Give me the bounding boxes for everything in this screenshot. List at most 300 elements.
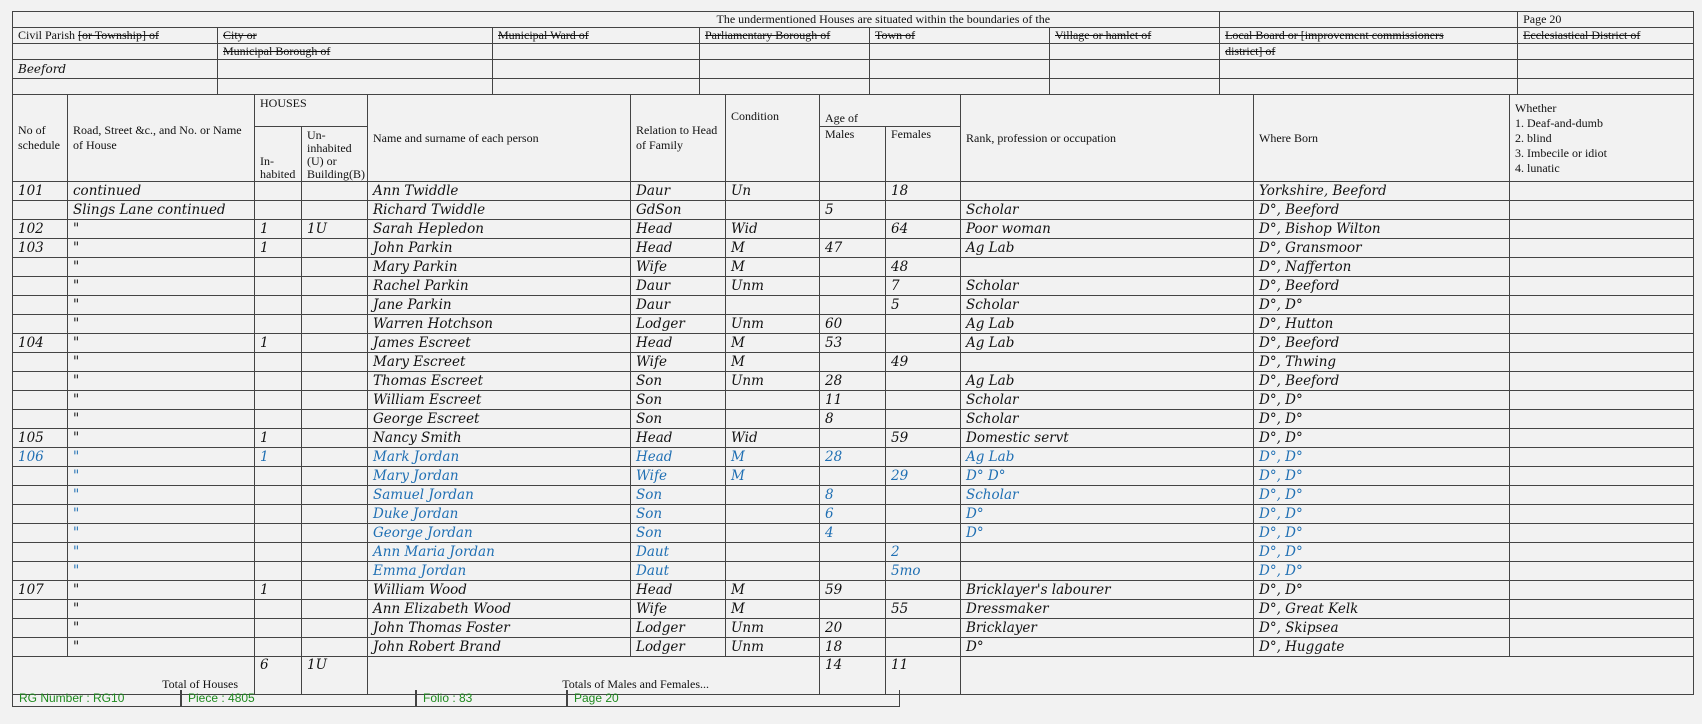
whether-cell	[1510, 562, 1694, 581]
males-age-cell	[820, 429, 886, 448]
inhabited-cell	[255, 201, 302, 220]
source-reference-bar	[12, 690, 900, 707]
relation-cell: Son	[631, 372, 726, 391]
inhabited-cell	[255, 543, 302, 562]
relation-cell: Head	[631, 334, 726, 353]
inhabited-cell	[255, 182, 302, 201]
town-label: Town of	[870, 28, 1050, 44]
table-row	[13, 372, 1694, 391]
uninhabited-cell	[302, 486, 368, 505]
schedule-cell	[13, 391, 68, 410]
males-age-cell	[820, 182, 886, 201]
schedule-cell: 104	[13, 334, 68, 353]
municipal-borough-label: Municipal Borough of	[218, 44, 493, 60]
relation-cell: Son	[631, 524, 726, 543]
condition-cell	[726, 524, 820, 543]
uninhabited-cell	[302, 353, 368, 372]
occupation-cell: Bricklayer's labourer	[961, 581, 1254, 600]
schedule-cell: 105	[13, 429, 68, 448]
inhabited-cell	[255, 467, 302, 486]
road-cell: "	[68, 258, 255, 277]
relation-cell: Head	[631, 581, 726, 600]
name-cell: William Escreet	[368, 391, 631, 410]
males-age-cell: 8	[820, 410, 886, 429]
road-cell: "	[68, 467, 255, 486]
whether-cell	[1510, 220, 1694, 239]
whether-cell	[1510, 581, 1694, 600]
inhabited-cell	[255, 638, 302, 657]
males-age-cell: 6	[820, 505, 886, 524]
uninhabited-cell	[302, 296, 368, 315]
uninhabited-cell	[302, 448, 368, 467]
occupation-cell: Scholar	[961, 391, 1254, 410]
table-row	[13, 543, 1694, 562]
schedule-cell: 103	[13, 239, 68, 258]
col-born: Where Born	[1254, 95, 1510, 182]
table-row	[13, 220, 1694, 239]
col-inhabited: In-habited	[255, 127, 302, 182]
males-age-cell	[820, 296, 886, 315]
relation-cell: Wife	[631, 467, 726, 486]
occupation-cell	[961, 353, 1254, 372]
males-age-cell: 59	[820, 581, 886, 600]
birthplace-cell: D°, D°	[1254, 391, 1510, 410]
condition-cell	[726, 296, 820, 315]
occupation-cell: Scholar	[961, 201, 1254, 220]
condition-cell	[726, 486, 820, 505]
females-age-cell	[886, 410, 961, 429]
name-cell: Warren Hotchson	[368, 315, 631, 334]
local-board-label-2: district] of	[1220, 44, 1518, 60]
females-age-cell: 2	[886, 543, 961, 562]
schedule-cell	[13, 372, 68, 391]
whether-cell	[1510, 239, 1694, 258]
uninhabited-cell	[302, 562, 368, 581]
schedule-cell	[13, 315, 68, 334]
uninhabited-cell	[302, 524, 368, 543]
whether-cell	[1510, 505, 1694, 524]
uninhabited-cell	[302, 410, 368, 429]
relation-cell: Daut	[631, 543, 726, 562]
name-cell: Ann Maria Jordan	[368, 543, 631, 562]
whether-cell	[1510, 391, 1694, 410]
females-age-cell: 49	[886, 353, 961, 372]
males-age-cell: 28	[820, 372, 886, 391]
whether-cell	[1510, 448, 1694, 467]
whether-cell	[1510, 524, 1694, 543]
name-cell: George Jordan	[368, 524, 631, 543]
males-age-cell	[820, 353, 886, 372]
inhabited-cell	[255, 619, 302, 638]
occupation-cell	[961, 543, 1254, 562]
relation-cell: Son	[631, 486, 726, 505]
table-row	[13, 201, 1694, 220]
relation-cell: Lodger	[631, 619, 726, 638]
occupation-cell: Ag Lab	[961, 334, 1254, 353]
uninhabited-cell	[302, 372, 368, 391]
col-females: Females	[886, 127, 961, 182]
inhabited-cell	[255, 524, 302, 543]
condition-cell	[726, 562, 820, 581]
col-houses: HOUSES	[255, 95, 368, 127]
condition-cell: Unm	[726, 372, 820, 391]
name-cell: Emma Jordan	[368, 562, 631, 581]
relation-cell: Daur	[631, 296, 726, 315]
inhabited-cell: 1	[255, 448, 302, 467]
whether-cell	[1510, 334, 1694, 353]
schedule-cell	[13, 638, 68, 657]
col-condition: Condition	[726, 95, 820, 182]
whether-cell	[1510, 467, 1694, 486]
birthplace-cell: D°, Huggate	[1254, 638, 1510, 657]
birthplace-cell: D°, D°	[1254, 429, 1510, 448]
birthplace-cell: D°, Bishop Wilton	[1254, 220, 1510, 239]
relation-cell: Lodger	[631, 315, 726, 334]
birthplace-cell: D°, D°	[1254, 562, 1510, 581]
table-row	[13, 277, 1694, 296]
birthplace-cell: D°, D°	[1254, 486, 1510, 505]
table-row	[13, 353, 1694, 372]
road-cell: "	[68, 391, 255, 410]
table-row	[13, 391, 1694, 410]
males-age-cell: 5	[820, 201, 886, 220]
occupation-cell: Scholar	[961, 486, 1254, 505]
occupation-cell: Scholar	[961, 410, 1254, 429]
males-age-cell: 20	[820, 619, 886, 638]
whether-cell	[1510, 410, 1694, 429]
occupation-cell: Dressmaker	[961, 600, 1254, 619]
condition-cell: Unm	[726, 277, 820, 296]
inhabited-cell: 1	[255, 239, 302, 258]
condition-cell: Un	[726, 182, 820, 201]
road-cell: "	[68, 315, 255, 334]
females-age-cell: 5mo	[886, 562, 961, 581]
schedule-cell	[13, 467, 68, 486]
schedule-cell	[13, 505, 68, 524]
females-age-cell	[886, 619, 961, 638]
piece-number: Piece : 4805	[181, 690, 416, 707]
census-table	[12, 94, 1694, 695]
birthplace-cell: D°, D°	[1254, 296, 1510, 315]
name-cell: Ann Twiddle	[368, 182, 631, 201]
females-age-cell	[886, 638, 961, 657]
col-name: Name and surname of each person	[368, 95, 631, 182]
schedule-cell	[13, 600, 68, 619]
uninhabited-cell	[302, 638, 368, 657]
name-cell: John Robert Brand	[368, 638, 631, 657]
schedule-cell: 106	[13, 448, 68, 467]
inhabited-cell: 1	[255, 581, 302, 600]
name-cell: William Wood	[368, 581, 631, 600]
uninhabited-cell	[302, 391, 368, 410]
condition-cell	[726, 505, 820, 524]
occupation-cell: Poor woman	[961, 220, 1254, 239]
road-cell: "	[68, 505, 255, 524]
page-label: Page 20	[1518, 12, 1694, 28]
condition-cell: Wid	[726, 220, 820, 239]
road-cell: continued	[68, 182, 255, 201]
folio-number: Folio : 83	[416, 690, 567, 707]
name-cell: George Escreet	[368, 410, 631, 429]
road-cell: "	[68, 334, 255, 353]
inhabited-cell	[255, 562, 302, 581]
parish-value: Beeford	[13, 60, 218, 79]
ecclesiastical-label: Ecclesiastical District of	[1518, 28, 1694, 44]
females-age-cell: 29	[886, 467, 961, 486]
females-age-cell: 5	[886, 296, 961, 315]
col-males: Males	[820, 127, 886, 182]
name-cell: Richard Twiddle	[368, 201, 631, 220]
whether-cell	[1510, 486, 1694, 505]
occupation-cell	[961, 182, 1254, 201]
uninhabited-cell	[302, 581, 368, 600]
occupation-cell: Domestic servt	[961, 429, 1254, 448]
parliamentary-borough-label: Parliamentary Borough of	[700, 28, 870, 44]
condition-cell: Unm	[726, 619, 820, 638]
col-occupation: Rank, profession or occupation	[961, 95, 1254, 182]
schedule-cell	[13, 524, 68, 543]
road-cell: "	[68, 619, 255, 638]
birthplace-cell: D°, Great Kelk	[1254, 600, 1510, 619]
table-row	[13, 334, 1694, 353]
occupation-cell: D°	[961, 505, 1254, 524]
total-uninhabited: 1U	[302, 657, 368, 695]
females-age-cell	[886, 581, 961, 600]
table-row	[13, 315, 1694, 334]
females-age-cell	[886, 448, 961, 467]
females-age-cell: 7	[886, 277, 961, 296]
col-whether: Whether 1. Deaf-and-dumb 2. blind 3. Imbecile or idiot 4. lunatic	[1510, 95, 1694, 182]
females-age-cell	[886, 372, 961, 391]
road-cell: "	[68, 353, 255, 372]
relation-cell: Wife	[631, 258, 726, 277]
inhabited-cell	[255, 258, 302, 277]
schedule-cell: 101	[13, 182, 68, 201]
municipal-ward-label: Municipal Ward of	[493, 28, 700, 44]
table-row	[13, 258, 1694, 277]
table-row	[13, 562, 1694, 581]
col-schedule: No of schedule	[13, 95, 68, 182]
males-age-cell	[820, 562, 886, 581]
uninhabited-cell	[302, 543, 368, 562]
males-age-cell	[820, 277, 886, 296]
name-cell: John Thomas Foster	[368, 619, 631, 638]
condition-cell: Unm	[726, 315, 820, 334]
local-board-label: Local Board or [improvement commissioners	[1220, 28, 1518, 44]
name-cell: Rachel Parkin	[368, 277, 631, 296]
males-age-cell: 18	[820, 638, 886, 657]
schedule-cell	[13, 410, 68, 429]
whether-cell	[1510, 296, 1694, 315]
road-cell: "	[68, 581, 255, 600]
boundaries-text: The undermentioned Houses are situated within the boundaries of the	[13, 12, 1220, 28]
table-row	[13, 296, 1694, 315]
males-age-cell: 53	[820, 334, 886, 353]
inhabited-cell: 1	[255, 429, 302, 448]
uninhabited-cell	[302, 239, 368, 258]
birthplace-cell: D°, Hutton	[1254, 315, 1510, 334]
schedule-cell	[13, 353, 68, 372]
road-cell: "	[68, 372, 255, 391]
birthplace-cell: D°, Nafferton	[1254, 258, 1510, 277]
inhabited-cell	[255, 353, 302, 372]
name-cell: Sarah Hepledon	[368, 220, 631, 239]
females-age-cell	[886, 524, 961, 543]
relation-cell: Head	[631, 448, 726, 467]
road-cell: "	[68, 296, 255, 315]
road-cell: "	[68, 562, 255, 581]
males-age-cell: 28	[820, 448, 886, 467]
total-houses-label: Total of Houses	[13, 657, 255, 695]
whether-cell	[1510, 201, 1694, 220]
inhabited-cell	[255, 296, 302, 315]
females-age-cell	[886, 334, 961, 353]
birthplace-cell: D°, Beeford	[1254, 372, 1510, 391]
condition-cell	[726, 391, 820, 410]
civil-parish-label: Civil Parish [or Township] of	[13, 28, 218, 44]
condition-cell: M	[726, 448, 820, 467]
relation-cell: Lodger	[631, 638, 726, 657]
relation-cell: Head	[631, 239, 726, 258]
inhabited-cell	[255, 391, 302, 410]
schedule-cell	[13, 296, 68, 315]
totals-persons-label: Totals of Males and Females...	[368, 657, 820, 695]
road-cell: "	[68, 600, 255, 619]
schedule-cell	[13, 486, 68, 505]
males-age-cell: 47	[820, 239, 886, 258]
name-cell: Jane Parkin	[368, 296, 631, 315]
males-age-cell: 8	[820, 486, 886, 505]
condition-cell	[726, 410, 820, 429]
birthplace-cell: Yorkshire, Beeford	[1254, 182, 1510, 201]
schedule-cell: 102	[13, 220, 68, 239]
uninhabited-cell	[302, 429, 368, 448]
city-label: City or	[218, 28, 493, 44]
females-age-cell: 59	[886, 429, 961, 448]
uninhabited-cell	[302, 619, 368, 638]
name-cell: Duke Jordan	[368, 505, 631, 524]
whether-cell	[1510, 277, 1694, 296]
whether-cell	[1510, 638, 1694, 657]
occupation-cell: Ag Lab	[961, 239, 1254, 258]
males-age-cell	[820, 258, 886, 277]
inhabited-cell	[255, 505, 302, 524]
schedule-cell	[13, 562, 68, 581]
name-cell: Mary Escreet	[368, 353, 631, 372]
relation-cell: Head	[631, 429, 726, 448]
road-cell: "	[68, 638, 255, 657]
condition-cell: M	[726, 258, 820, 277]
occupation-cell: Bricklayer	[961, 619, 1254, 638]
whether-cell	[1510, 315, 1694, 334]
occupation-cell: D°	[961, 524, 1254, 543]
inhabited-cell	[255, 410, 302, 429]
whether-cell	[1510, 543, 1694, 562]
name-cell: John Parkin	[368, 239, 631, 258]
occupation-cell: D°	[961, 638, 1254, 657]
inhabited-cell: 1	[255, 220, 302, 239]
males-age-cell	[820, 543, 886, 562]
page-number: Page 20	[567, 690, 900, 707]
occupation-cell	[961, 258, 1254, 277]
table-row	[13, 182, 1694, 201]
road-cell: "	[68, 524, 255, 543]
table-row	[13, 467, 1694, 486]
birthplace-cell: D°, D°	[1254, 543, 1510, 562]
condition-cell	[726, 543, 820, 562]
uninhabited-cell	[302, 334, 368, 353]
birthplace-cell: D°, D°	[1254, 410, 1510, 429]
road-cell: "	[68, 543, 255, 562]
name-cell: Nancy Smith	[368, 429, 631, 448]
females-age-cell: 64	[886, 220, 961, 239]
males-age-cell	[820, 220, 886, 239]
col-relation: Relation to Head of Family	[631, 95, 726, 182]
whether-cell	[1510, 429, 1694, 448]
table-row	[13, 448, 1694, 467]
males-age-cell: 60	[820, 315, 886, 334]
uninhabited-cell	[302, 315, 368, 334]
birthplace-cell: D°, D°	[1254, 467, 1510, 486]
uninhabited-cell	[302, 600, 368, 619]
inhabited-cell: 1	[255, 334, 302, 353]
inhabited-cell	[255, 486, 302, 505]
males-age-cell	[820, 600, 886, 619]
relation-cell: Daut	[631, 562, 726, 581]
birthplace-cell: D°, Thwing	[1254, 353, 1510, 372]
condition-cell	[726, 201, 820, 220]
road-cell: "	[68, 410, 255, 429]
relation-cell: Son	[631, 391, 726, 410]
condition-cell: M	[726, 467, 820, 486]
col-uninhabited: Un-inhabited (U) or Building(B)	[302, 127, 368, 182]
road-cell: "	[68, 277, 255, 296]
total-males: 14	[820, 657, 886, 695]
occupation-cell: Ag Lab	[961, 315, 1254, 334]
condition-cell: M	[726, 239, 820, 258]
census-rows	[13, 182, 1694, 657]
road-cell: "	[68, 220, 255, 239]
males-age-cell: 4	[820, 524, 886, 543]
uninhabited-cell	[302, 505, 368, 524]
road-cell: Slings Lane continued	[68, 201, 255, 220]
condition-cell: Wid	[726, 429, 820, 448]
name-cell: Mark Jordan	[368, 448, 631, 467]
uninhabited-cell: 1U	[302, 220, 368, 239]
occupation-cell: Ag Lab	[961, 448, 1254, 467]
relation-cell: GdSon	[631, 201, 726, 220]
whether-cell	[1510, 600, 1694, 619]
uninhabited-cell	[302, 182, 368, 201]
rg-number: RG Number : RG10	[12, 690, 181, 707]
table-row	[13, 619, 1694, 638]
females-age-cell	[886, 391, 961, 410]
schedule-cell: 107	[13, 581, 68, 600]
uninhabited-cell	[302, 201, 368, 220]
schedule-cell	[13, 619, 68, 638]
total-inhabited: 6	[255, 657, 302, 695]
relation-cell: Son	[631, 410, 726, 429]
road-cell: "	[68, 486, 255, 505]
birthplace-cell: D°, D°	[1254, 448, 1510, 467]
schedule-cell	[13, 258, 68, 277]
road-cell: "	[68, 448, 255, 467]
relation-cell: Head	[631, 220, 726, 239]
females-age-cell: 18	[886, 182, 961, 201]
table-row	[13, 429, 1694, 448]
condition-cell: M	[726, 353, 820, 372]
table-row	[13, 638, 1694, 657]
